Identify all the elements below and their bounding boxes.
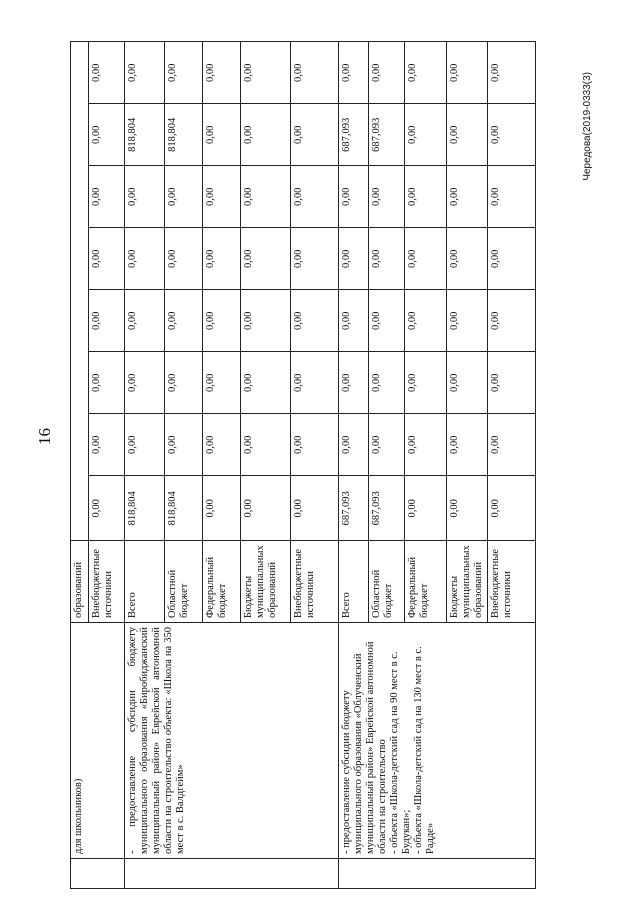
- value-cell: 0,00: [203, 290, 241, 352]
- value-cell: 818,804: [125, 104, 165, 166]
- value-cell: 0,00: [241, 104, 291, 166]
- table-row-header-continuation: [71, 42, 89, 889]
- funding-source-cell: Федеральный бюджет: [405, 541, 447, 623]
- value-cell: 0,00: [369, 290, 405, 352]
- source-cell-top: образований: [71, 541, 89, 623]
- value-cell: 0,00: [405, 42, 447, 104]
- value-cell: 0,00: [89, 414, 125, 476]
- value-cell: 0,00: [369, 414, 405, 476]
- value-cell: 0,00: [89, 352, 125, 414]
- value-cell: 0,00: [89, 104, 125, 166]
- value-cell: 0,00: [488, 290, 536, 352]
- value-cell: 0,00: [203, 476, 241, 541]
- value-cell: 0,00: [405, 476, 447, 541]
- value-cell: 0,00: [291, 414, 339, 476]
- value-cell: 0,00: [369, 228, 405, 290]
- funding-source-cell: Внебюджетные источники: [89, 541, 125, 623]
- value-cell: 0,00: [369, 42, 405, 104]
- value-cell: 0,00: [125, 42, 165, 104]
- value-cell: 0,00: [447, 352, 488, 414]
- value-cell: 0,00: [488, 414, 536, 476]
- table-body: [71, 42, 536, 889]
- value-cell: 0,00: [241, 228, 291, 290]
- value-cell: 0,00: [291, 104, 339, 166]
- value-cell: 0,00: [405, 228, 447, 290]
- funding-source-cell: Бюджеты муниципальных образований: [241, 541, 291, 623]
- value-cell: 0,00: [488, 476, 536, 541]
- value-cell: 0,00: [291, 476, 339, 541]
- value-cell: 0,00: [241, 352, 291, 414]
- value-cell: 687,093: [369, 476, 405, 541]
- index-cell: [339, 859, 536, 889]
- value-cell: 0,00: [165, 290, 203, 352]
- value-cell: 0,00: [291, 166, 339, 228]
- value-cell: 0,00: [291, 228, 339, 290]
- value-cell: 0,00: [125, 352, 165, 414]
- funding-source-cell: Внебюджетные источники: [291, 541, 339, 623]
- index-cell: [125, 859, 339, 889]
- value-cell: 0,00: [165, 42, 203, 104]
- value-cell: 0,00: [447, 290, 488, 352]
- funding-source-cell: Бюджеты муниципальных образований: [447, 541, 488, 623]
- value-cell: 0,00: [203, 104, 241, 166]
- description-cell: - предоставление субсидии бюджету муниципального образования «Облученский муниципальный район» Еврейской автономной области на строительство - объекта «Школа-детский сад на 90 мест в с. Будукан»; - объекта «Школа-детский сад на 130 мест в с. Радде»: [339, 623, 536, 859]
- value-cell: 0,00: [125, 290, 165, 352]
- table-row: [339, 42, 369, 889]
- value-cell: 0,00: [405, 166, 447, 228]
- value-cell: 0,00: [488, 166, 536, 228]
- value-cell: 0,00: [125, 166, 165, 228]
- funding-source-cell: Всего: [125, 541, 165, 623]
- value-cell: 687,093: [339, 476, 369, 541]
- value-cell: 0,00: [405, 290, 447, 352]
- value-cell: 0,00: [339, 352, 369, 414]
- value-cell: 0,00: [447, 166, 488, 228]
- value-cell: 0,00: [125, 414, 165, 476]
- value-cell: 0,00: [89, 476, 125, 541]
- value-cell: 0,00: [488, 228, 536, 290]
- value-cell: 0,00: [241, 42, 291, 104]
- value-cell: 0,00: [241, 414, 291, 476]
- description-cell-top: для школьников): [71, 623, 125, 859]
- value-cell: 0,00: [488, 42, 536, 104]
- value-cell: 0,00: [339, 228, 369, 290]
- value-cell: 0,00: [203, 228, 241, 290]
- value-cell: 0,00: [89, 42, 125, 104]
- value-cell: 0,00: [203, 166, 241, 228]
- value-cell: 0,00: [447, 414, 488, 476]
- value-cell: 0,00: [339, 42, 369, 104]
- blank-cell-top: [71, 42, 89, 541]
- funding-source-cell: Федеральный бюджет: [203, 541, 241, 623]
- value-cell: 0,00: [369, 166, 405, 228]
- value-cell: 0,00: [339, 166, 369, 228]
- value-cell: 0,00: [405, 104, 447, 166]
- value-cell: 687,093: [339, 104, 369, 166]
- value-cell: 0,00: [241, 290, 291, 352]
- value-cell: 818,804: [165, 104, 203, 166]
- funding-source-cell: Областной бюджет: [165, 541, 203, 623]
- budget-table: [70, 41, 536, 889]
- value-cell: 0,00: [488, 352, 536, 414]
- value-cell: 0,00: [89, 290, 125, 352]
- value-cell: 0,00: [369, 352, 405, 414]
- value-cell: 687,093: [369, 104, 405, 166]
- funding-source-cell: Всего: [339, 541, 369, 623]
- description-cell: - предоставление субсидии бюджету муниципального образования «Биробиджанский муниципальный район» Еврейской автономной области на строительство объекта: «Школа на 350 мест в с. Валдгейм»: [125, 623, 339, 859]
- value-cell: 0,00: [241, 166, 291, 228]
- value-cell: 0,00: [203, 352, 241, 414]
- value-cell: 0,00: [165, 352, 203, 414]
- value-cell: 0,00: [339, 290, 369, 352]
- value-cell: 0,00: [447, 104, 488, 166]
- value-cell: 0,00: [125, 228, 165, 290]
- value-cell: 0,00: [291, 42, 339, 104]
- value-cell: 0,00: [165, 166, 203, 228]
- table-row: [125, 42, 165, 889]
- value-cell: 0,00: [447, 476, 488, 541]
- value-cell: 0,00: [339, 414, 369, 476]
- page-number: 16: [35, 428, 54, 445]
- value-cell: 0,00: [291, 290, 339, 352]
- value-cell: 0,00: [89, 228, 125, 290]
- value-cell: 0,00: [165, 228, 203, 290]
- funding-source-cell: Областной бюджет: [369, 541, 405, 623]
- index-cell-top: [71, 859, 125, 889]
- value-cell: 0,00: [447, 228, 488, 290]
- value-cell: 0,00: [488, 104, 536, 166]
- value-cell: 818,804: [125, 476, 165, 541]
- value-cell: 0,00: [405, 414, 447, 476]
- value-cell: 818,804: [165, 476, 203, 541]
- funding-source-cell: Внебюджетные источники: [488, 541, 536, 623]
- value-cell: 0,00: [203, 414, 241, 476]
- footer-code: Чередова(2019-0333(3): [582, 72, 593, 181]
- value-cell: 0,00: [89, 166, 125, 228]
- value-cell: 0,00: [241, 476, 291, 541]
- value-cell: 0,00: [203, 42, 241, 104]
- value-cell: 0,00: [165, 414, 203, 476]
- value-cell: 0,00: [447, 42, 488, 104]
- value-cell: 0,00: [291, 352, 339, 414]
- value-cell: 0,00: [405, 352, 447, 414]
